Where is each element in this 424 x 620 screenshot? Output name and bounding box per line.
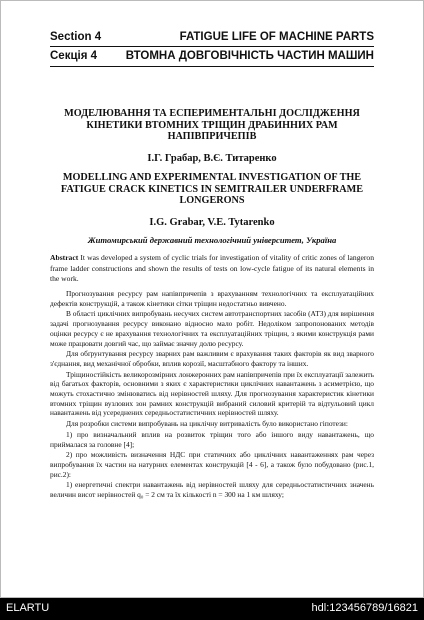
abstract-text: It was developed a system of cyclic trials for investigation of vitality of critic zones of langeron frame ladder constructions and shown the results of tests on low-cycle fatigue of its natural elements in the work. — [50, 253, 374, 283]
paragraph: 2) про можливість визначення НДС при статичних або циклічних навантаженнях рам через випробування їх частин на натурних елементах конструкцій [4 - 6], а також було побудовано (рис.1, рис.2): — [50, 450, 374, 479]
section-title-en: FATIGUE LIFE OF MACHINE PARTS — [179, 31, 374, 43]
paragraph: Для розробки системи випробувань на циклічну витривалість було використано гіпотези: — [66, 419, 348, 429]
paper-title-uk: МОДЕЛЮВАННЯ ТА ЕСПЕРИМЕНТАЛЬНІ ДОСЛІДЖЕННЯ КІНЕТИКИ ВТОМНИХ ТРІЩИН ДРАБИННИХ РАМ НАПІВПРИЧЕПІВ — [64, 108, 360, 143]
paragraph: 1) енергетичні спектри навантажень від нерівностей шляху для середньостатистичних значень величин висот нерівностей q₀ = 2 см та їх кількості n = 300 на 1 км шляху; — [50, 480, 374, 500]
header-divider — [50, 46, 374, 47]
paragraph: Для обґрунтування ресурсу зварних рам важливим є врахування таких факторів як вид зварного з'єднання, вид механічної обробки, вплив корозії, масштабного фактору та інших. — [50, 349, 374, 368]
paragraph: 1) про визначальний вплив на розвиток тріщин того або іншого виду навантажень, що приймалася за головне [4]; — [50, 429, 374, 449]
authors-en: I.G. Grabar, V.E. Tytarenko — [149, 217, 275, 228]
repository-name: ELARTU — [6, 602, 50, 614]
running-header-en — [50, 31, 374, 45]
paragraph: Тріщиностійкість великорозмірних лонжеронних рам напівпричепів при їх експлуатації залежить від багатьох факторів, основними з яких є характеристики циклічних навантажень з асиметрією, що можуть стохастично змінюватись від нерівностей шляху. Для прогнозування характеристик кінетики втомних тріщин вузлових зон рамних конструкцій вибраний силовий критерій та відтульовий цикл навантажень від усереднених середньостатистичних нерівностей шляху. — [50, 369, 374, 418]
section-label-uk: Секція 4 — [50, 50, 98, 62]
abstract-label: Abstract — [50, 253, 79, 262]
handle-id: hdl:123456789/16821 — [311, 602, 418, 614]
paper-title-en: MODELLING AND EXPERIMENTAL INVESTIGATION OF THE FATIGUE CRACK KINETICS IN SEMITRAILER UNDERFRAME LONGERONS — [60, 172, 364, 207]
repository-footer-bar — [0, 598, 424, 620]
authors-uk: І.Г. Грабар, В.Є. Титаренко — [147, 153, 277, 164]
affiliation: Житомирський державний технологічний університет, Україна — [87, 235, 337, 245]
paragraph: Прогнозування ресурсу рам напівпричепів з врахуванням технологічних та експлуатаційних дефектів конструкцій, а також кінетики сітки тріщин недостатньо вивчено. — [50, 289, 374, 308]
header-divider-thick — [50, 66, 374, 67]
body-text — [50, 289, 374, 501]
section-label-en: Section 4 — [50, 31, 102, 43]
abstract — [50, 253, 374, 285]
section-title-uk: ВТОМНА ДОВГОВІЧНІСТЬ ЧАСТИН МАШИН — [125, 50, 374, 62]
paragraph: В області циклічних випробувань несучих систем автотранспортних засобів (АТЗ) для вирішення задачі прогнозування ресурсу виконано відносно мало робіт. Недоліком запропонованих методів оцінки ресурсу є не врахування технологічних та експлуатаційних тріщин, з якими конструкція рами може працювати довгий час, що займає значну долю ресурсу. — [50, 309, 374, 348]
running-header-uk — [50, 50, 374, 64]
